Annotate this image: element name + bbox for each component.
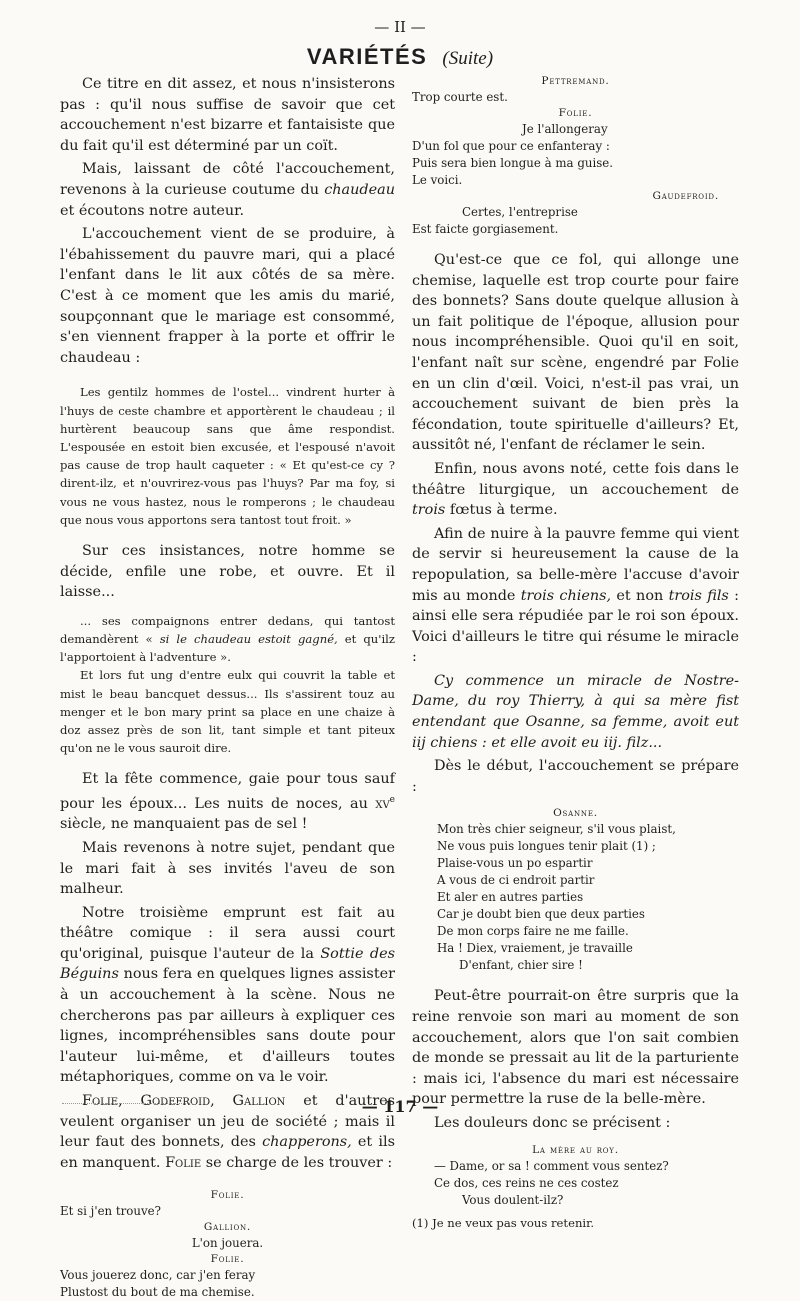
- quotation: Les gentilz hommes de l'ostel... vindrent hurter à l'huys de ceste chambre et apportèrent le chaudeau ; il hurtèrent beaucoup sans que âme respondist. L'espousée en estoit bien excusée, et l'espousé n'avoit pas cause de trop hault caqueter : « Et qu'est-ce cy ? dirent-ilz, et n'ouvrirez-vous pas l'huys? Par ma foy, si vous ne vous hastez, nous le romperons ; le chaudeau que nous vous apportons sera tantost tout froit. »: [60, 385, 395, 527]
- verse-line: De mon corps faire ne me faille.: [437, 924, 629, 939]
- right-column: [412, 74, 739, 1231]
- verse-line: Plaise-vous un po espartir: [437, 856, 593, 871]
- verse-line: D'un fol que pour ce enfanteray :: [412, 139, 610, 153]
- paragraph: Les douleurs donc se précisent :: [434, 1115, 671, 1131]
- paragraph: Et la fête commence, gaie pour tous sauf pour les époux... Les nuits de noces, au $xv^e$ siècle, ne manquaient pas de sel !: [60, 771, 395, 833]
- speaker-name: Gaudefroid.: [652, 190, 719, 202]
- left-column: [60, 74, 395, 1301]
- footnote: (1) Je ne veux pas vous retenir.: [412, 1215, 595, 1230]
- dialogue-block: [412, 74, 739, 238]
- paragraph: Mais revenons à notre sujet, pendant que le mari fait à ses invités l'aveu de son malheur.: [60, 839, 395, 898]
- speaker-name: Folie.: [210, 1189, 245, 1202]
- verse-line: Vous doulent-ilz?: [462, 1192, 564, 1207]
- verse-line: Ne vous puis longues tenir plait (1) ;: [437, 839, 656, 854]
- title-sub: (Suite): [442, 48, 494, 69]
- verse-line: Le voici.: [412, 173, 463, 187]
- verse-line: Car je doubt bien que deux parties: [437, 907, 645, 922]
- speaker-name: Pettremand.: [541, 75, 610, 87]
- paragraph: Enfin, nous avons noté, cette fois dans le théâtre liturgique, un accouchement de trois fœtus à terme.: [412, 460, 739, 519]
- verse-line: Et si j'en trouve?: [60, 1204, 161, 1219]
- paragraph: Ce titre en dit assez, et nous n'insisterons pas : qu'il nous suffise de savoir que cet accouchement n'est bizarre et fantaisiste que du fait qu'il est déterminé par un coït.: [60, 76, 395, 154]
- verse-line: Trop courte est.: [412, 90, 508, 104]
- verse-line: Est faicte gorgiasement.: [412, 222, 559, 236]
- verse-line: Ce dos, ces reins ne ces costez: [434, 1175, 619, 1190]
- verse-line: Mon très chier seigneur, s'il vous plaist,: [437, 822, 676, 837]
- verse-line: Je l'allongeray: [522, 122, 608, 136]
- verse-line: Et aler en autres parties: [437, 890, 584, 905]
- paragraph: Peut-être pourrait-on être surpris que la reine renvoie son mari au moment de son accouchement, alors que l'on sait combien de monde se pressait au lit de la parturiente : mais ici, l'absence du mari est nécessaire pour permettre la ruse de la belle-mère.: [412, 988, 739, 1108]
- miracle-title: Cy commence un miracle de Nostre-Dame, du roy Thierry, à qui sa mère fist entendant que Osanne, sa femme, avoit eut iij chiens : et elle avoit eu iij. filz...: [412, 672, 739, 751]
- paragraph: Notre troisième emprunt est fait au théâtre comique : il sera aussi court qu'original, puisque l'auteur de la Sottie des Béguins nous fera en quelques lignes assister à un accouchement à la scène. Nous ne chercherons pas par ailleurs à expliquer ces lignes, incompréhensibles sans doute pour l'auteur lui-même, et d'ailleurs toutes métaphoriques, comme on va le voir.: [60, 904, 395, 1086]
- verse-block: [412, 1143, 739, 1209]
- paragraph: Sur ces insistances, notre homme se décide, enfile une robe, et ouvre. Et il laisse...: [60, 542, 395, 601]
- speaker-name: Osanne.: [553, 807, 598, 820]
- title-main: VARIÉTÉS: [306, 44, 428, 69]
- verse-line: A vous de ci endroit partir: [437, 873, 595, 888]
- dialogue-block: [60, 1188, 395, 1301]
- verse-line: L'on jouera.: [191, 1236, 264, 1251]
- paragraph: Folie, Godefroid, Gallion et d'autres veulent organiser un jeu de société ; mais il leur faut des bonnets, des chapperons, et ils en manquent. Folie se charge de les trouver :: [60, 1093, 395, 1171]
- verse-line: Plustost du bout de ma chemise.: [60, 1285, 255, 1300]
- speaker-name: La mère au roy.: [532, 1143, 619, 1156]
- verse-line: — Dame, or sa ! comment vous sentez?: [434, 1158, 669, 1173]
- speaker-name: Gallion.: [203, 1221, 252, 1234]
- quotation: ... ses compaignons entrer dedans, qui tantost demandèrent « si le chaudeau estoit gagné, et qu'ilz l'apportoient à l'adventure ». Et lors fut ung d'entre eulx qui couvrit la table et mist le beau bancquet dessus... Ils s'assirent touz au menger et le bon mary print sa place en une chaize à doz assez près de son lit, tant simple et tant piteux qu'on ne le vous sauroit dire.: [60, 613, 395, 756]
- verse-line: Vous jouerez donc, car j'en feray: [60, 1268, 256, 1283]
- speaker-name: Folie.: [558, 107, 593, 119]
- section-title: [0, 44, 800, 70]
- speaker-name: Folie.: [210, 1253, 245, 1266]
- verse-line: Ha ! Diex, vraiement, je travaille: [437, 941, 633, 956]
- verse-line: D'enfant, chier sire !: [459, 958, 583, 973]
- paragraph: Qu'est-ce que ce fol, qui allonge une chemise, laquelle est trop courte pour faire des bonnets? Sans doute quelque allusion à un fait politique de l'époque, allusion pour nous incompréhensible. Quoi qu'il en soit, l'enfant naît sur scène, engendré par Folie en un clin d'œil. Voici, n'est-il pas vrai, un accouchement suivant de bien près la fécondation, toute spirituelle d'ailleurs? Et, aussitôt né, l'enfant de réclamer le sein.: [412, 252, 739, 454]
- running-header-number: — II —: [374, 18, 426, 36]
- page-folio: — 117 —: [361, 1097, 439, 1116]
- paragraph: Afin de nuire à la pauvre femme qui vient de servir si heureusement la cause de la repopulation, sa belle-mère l'accuse d'avoir mis au monde trois chiens, et non trois fils : ainsi elle sera répudiée par le roi son époux. Voici d'ailleurs le titre qui résume le miracle :: [412, 525, 739, 666]
- paragraph: L'accouchement vient de se produire, à l'ébahissement du pauvre mari, qui a placé l'enfant dans le lit aux côtés de sa mère. C'est à ce moment que les amis du marié, soupçonnant que le mariage est consommé, s'en viennent frapper à la porte et offrir le chaudeau :: [60, 226, 395, 366]
- verse-line: Certes, l'entreprise: [462, 205, 578, 219]
- verse-line: Puis sera bien longue à ma guise.: [412, 156, 614, 170]
- paragraph: Dès le début, l'accouchement se prépare :: [412, 758, 739, 795]
- paragraph: Mais, laissant de côté l'accouchement, revenons à la curieuse coutume du chaudeau et écoutons notre auteur.: [60, 161, 395, 219]
- verse-block: [412, 806, 739, 974]
